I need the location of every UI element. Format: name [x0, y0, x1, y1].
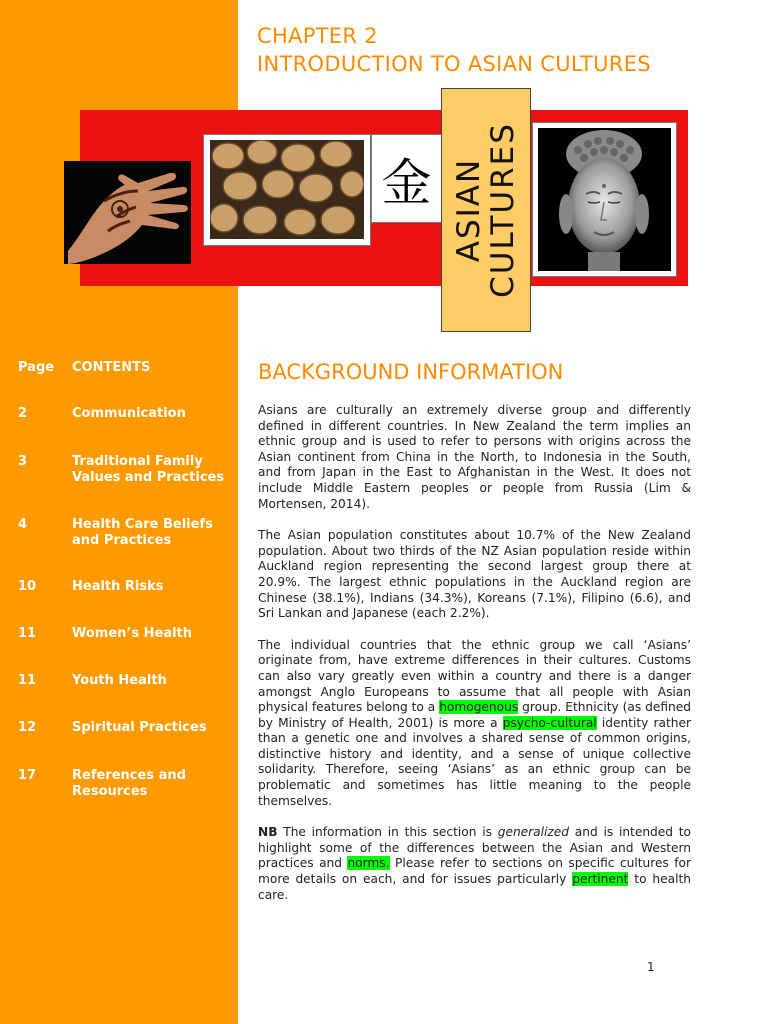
highlight: pertinent — [572, 872, 629, 887]
chapter-title: INTRODUCTION TO ASIAN CULTURES — [257, 52, 651, 76]
paragraph: The individual countries that the ethnic group we call ‘Asians’ originate from, have extreme differences in their cultures. Customs can also vary greatly even within a country and there is a danger amongst Anglo Europeans to assume that all people with Asian physical features belong to a homogenous group. Ethnicity (as defined by Ministry of Health, 2001) is more a psycho-cultural identity rather than a genetic one and involves a shared sense of common origins, distinctive history and identity, and a sense of unique collective solidarity. Therefore, seeing ‘Asians’ as an ethnic group can be problematic and sometimes has little meaning to the people themselves. — [258, 637, 691, 808]
paragraph: Asians are culturally an extremely diverse group and differently defined in different countries. In New Zealand the term implies an ethnic group and is used to refer to persons with origins across the Asian continent from China in the North, to Indonesia in the South, and from Japan in the East to Afghanistan in the West. It does not include Middle Eastern peoples or people from Russia (Lim & Mortensen, 2014). — [258, 403, 691, 511]
toc-item-label: Traditional Family Values and Practices — [72, 454, 225, 485]
highlight: homogenous — [439, 700, 519, 715]
toc-item-page: 10 — [18, 579, 37, 594]
seed-pods-image — [203, 134, 371, 246]
henna-hand-image — [64, 161, 191, 264]
toc-contents-header: CONTENTS — [72, 360, 151, 375]
highlight: norms. — [347, 856, 390, 871]
toc-item-page: 11 — [18, 673, 37, 688]
nb-label: NB — [258, 825, 278, 840]
toc-item-label: Health Care Beliefs and Practices — [72, 517, 213, 548]
page-number: 1 — [647, 960, 655, 974]
toc-item-label: Communication — [72, 406, 186, 421]
toc-item-page: 4 — [18, 517, 28, 532]
toc-item-page: 17 — [18, 768, 37, 783]
buddha-image — [532, 122, 677, 277]
chapter-number: CHAPTER 2 — [257, 24, 378, 48]
body-text — [258, 403, 691, 919]
asian-cultures-label — [441, 88, 531, 332]
kanji-image — [371, 134, 442, 223]
label-line-cultures: CULTURES — [485, 122, 521, 298]
toc-item-label: Spiritual Practices — [72, 720, 207, 735]
toc-item-label: Health Risks — [72, 579, 164, 594]
toc-page-header: Page — [18, 360, 55, 375]
toc-item-page: 12 — [18, 720, 37, 735]
highlight: psycho-cultural — [502, 715, 597, 730]
toc-item-label: Youth Health — [72, 673, 167, 688]
section-heading: BACKGROUND INFORMATION — [258, 360, 564, 384]
label-line-asian: ASIAN — [451, 157, 487, 263]
toc-item-label: Women’s Health — [72, 626, 193, 641]
paragraph: The Asian population constitutes about 10.7% of the New Zealand population. About two thirds of the NZ Asian population reside within Auckland region representing the second largest group there at 20.9%. The largest ethnic populations in the Auckland region are Chinese (38.1%), Indians (34.3%), Koreans (7.1%), Filipino (6.6), and Sri Lankan and Japanese (each 2.2%). — [258, 528, 691, 621]
toc-item-label: References and Resources — [72, 768, 186, 799]
toc-item-page: 2 — [18, 406, 28, 421]
paragraph: NB The information in this section is generalized and is intended to highlight some of the differences between the Asian and Western practices and norms. Please refer to sections on specific cultures for more details on each, and for issues particularly pertinent to health care. — [258, 825, 692, 902]
toc-item-page: 3 — [18, 454, 28, 469]
kanji-glyph: 金 — [381, 154, 432, 212]
toc-item-page: 11 — [18, 626, 37, 641]
